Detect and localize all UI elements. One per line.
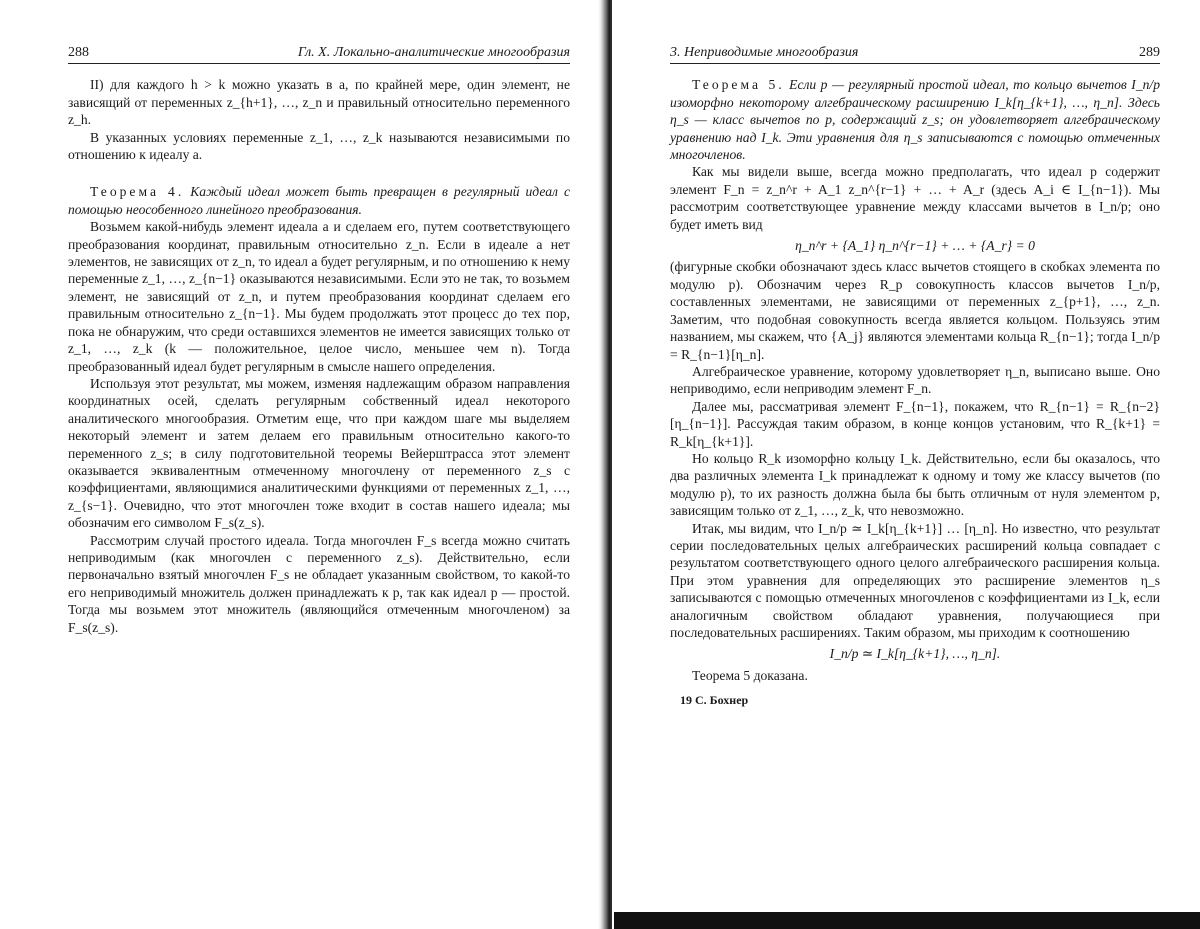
proof-paragraph-1: Возьмем какой-нибудь элемент идеала a и сделаем его, путем соответствующего преобразования координат, правильным относительно z_n. Если в идеале a нет элементов, не зависящих от z_n, то идеал a будет регулярным, и по отношению к нему переменные z_1, …, z_{n−1} оказываются независимыми. Если это не так, то возьмем элемент, не зависящий от z_n, и путем преобразования координат сделаем его правильным относительно z_{n−1}. Мы будем продолжать этот процесс до тех пор, пока не обнаружим, что среди оставшихся элементов не имеется зависящих только от z_1, …, z_k (k — положительное, целое число, меньшее чем n). Тогда преобразованный идеал будет регулярным в смысле нашего определения.: [68, 219, 570, 374]
proof-paragraph-1: Как мы видели выше, всегда можно предполагать, что идеал p содержит элемент F_n = z_n^r + A_1 z_n^{r−1} + … + A_r (здесь A_i ∈ I_{n−1}). Мы рассмотрим соответствующее уравнение между классами вычетов в I_n/p; оно будет иметь вид: [670, 164, 1160, 232]
proof-paragraph-3: Алгебраическое уравнение, которому удовлетворяет η_n, выписано выше. Оно неприводимо, если неприводим элемент F_n.: [670, 363, 1160, 397]
proof-closing: Теорема 5 доказана.: [692, 667, 808, 683]
proof-paragraph-6: Итак, мы видим, что I_n/p ≃ I_k[η_{k+1}] … [η_n]. Но известно, что результат серии последовательных целых алгебраических расширений кольца совпадает с результатом соответствующего одного целого алгебраического расширения кольца. При этом уравнения для определяющих это расширение элементов η_s записываются с помощью отмеченных многочленов с коэффициентами из I_k, если аналогичным свойством обладают уравнения, получающиеся при последовательных расширениях. Таким образом, мы приходим к соотношению: [670, 520, 1160, 640]
residue-equation: η_n^r + {A_1} η_n^{r−1} + … + {A_r} = 0: [795, 238, 1035, 254]
condition-ii: II) для каждого h > k можно указать в a, по крайней мере, один элемент, не зависящий от переменных z_{h+1}, …, z_n и правильный относительно переменного z_h.: [68, 77, 570, 128]
left-running-head: [68, 44, 570, 64]
page-number: 289: [1139, 45, 1160, 60]
prime-ideal-paragraph: Рассмотрим случай простого идеала. Тогда многочлен F_s всегда можно считать неприводимым (как многочлен с переменного z_s). Действительно, если первоначально взятый многочлен F_s не обладает указанным свойством, то какой-то его неприводимый множитель должен принадлежать к p, так как идеал p — простой. Тогда мы возьмем этот множитель (являющийся отмеченным многочленом) за F_s(z_s).: [68, 532, 570, 635]
theorem-4-label: Теорема 4.: [90, 184, 185, 200]
theorem-5-label: Теорема 5.: [692, 77, 785, 93]
theorem-5-statement: Если p — регулярный простой идеал, то кольцо вычетов I_n/p изоморфно некоторому алгебраическому расширению I_k[η_{k+1}, …, η_n]. Здесь η_s — класс вычетов по p, содержащий z_s; он удовлетворяет алгебраическому уравнению над I_k. Эти уравнения для η_s записываются с помощью отмеченных многочленов.: [670, 77, 1160, 163]
running-title: 3. Неприводимые многообразия: [670, 45, 859, 60]
theorem-4: [68, 183, 570, 218]
proof-paragraph-5: Но кольцо R_k изоморфно кольцу I_k. Действительно, если бы оказалось, что два различных элемента I_k принадлежат к одному и тому же классу вычетов (по модулю p), то их разность должна была бы быть отличным от нуля элементом p, зависящим только от z_1, …, z_k, что невозможно.: [670, 450, 1160, 519]
independence-paragraph: В указанных условиях переменные z_1, …, z_k называются независимыми по отношению к идеалу a.: [68, 129, 570, 163]
running-title: Гл. X. Локально-аналитические многообразия: [297, 45, 570, 60]
right-running-head: [670, 44, 1160, 64]
right-page: [610, 0, 1200, 929]
theorem-5: [670, 76, 1160, 163]
signature-mark: 19 С. Бохнер: [680, 693, 749, 708]
theorem-4-statement: Каждый идеал может быть превращен в регулярный идеал с помощью неособенного линейного преобразования.: [68, 184, 570, 217]
page-number: 288: [68, 45, 89, 60]
isomorphism-formula: I_n/p ≃ I_k[η_{k+1}, …, η_n].: [829, 646, 1001, 662]
proof-paragraph-4: Далее мы, рассматривая элемент F_{n−1}, покажем, что R_{n−1} = R_{n−2}[η_{n−1}]. Рассуждая таким образом, в конце концов установим, что R_{k+1} = R_k[η_{k+1}].: [670, 398, 1160, 449]
proof-paragraph-2: (фигурные скобки обозначают здесь класс вычетов стоящего в скобках элемента по модулю p). Обозначим через R_p совокупность классов вычетов I_n/p, составленных элементами, не зависящими от переменных z_{p+1}, …, z_n. Заметим, что подобная совокупность всегда является кольцом. Пользуясь этим названием, мы скажем, что {A_j} являются элементами кольца R_{n−1}; тогда I_n/p = R_{n−1}[η_n].: [670, 259, 1160, 362]
proof-paragraph-2: Используя этот результат, мы можем, изменяя надлежащим образом направления координатных осей, сделать регулярным собственный идеал некоторого аналитического многообразия. Отметим еще, что при каждом шаге мы выделяем некоторый элемент и затем делаем его правильным относительно какого-то переменного z_s; в силу подготовительной теоремы Вейерштрасса этот элемент оказывается эквивалентным отмеченному многочлену от переменного z_s с коэффициентами, являющимися аналитическими функциями от переменных z_1, …, z_{s−1}. Очевидно, что этот многочлен тоже входит в состав нашего идеала; мы обозначим его символом F_s(z_s).: [68, 375, 570, 531]
